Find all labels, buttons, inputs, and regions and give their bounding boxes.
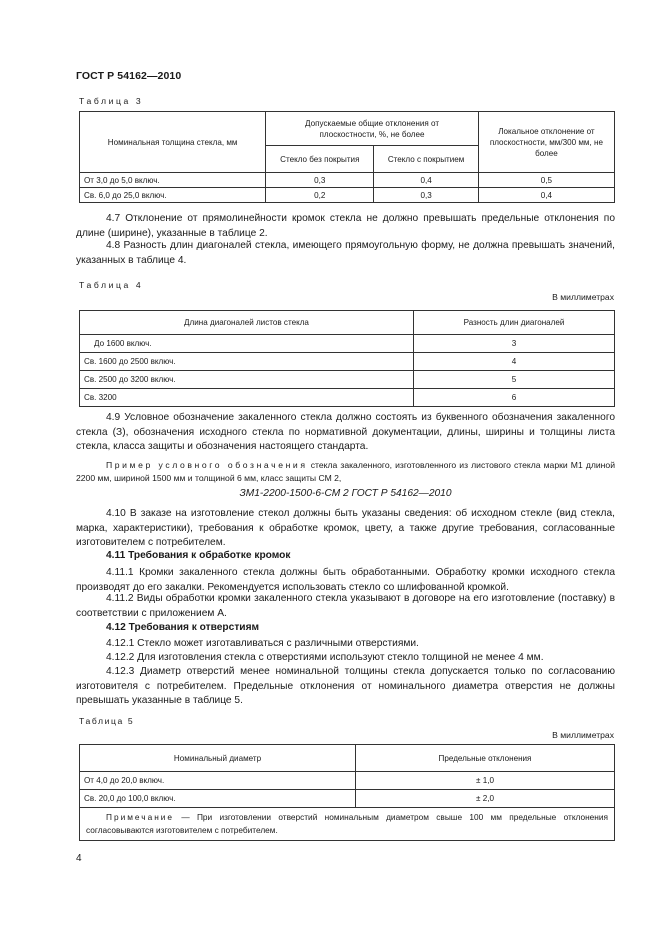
table3-header-flatness: Допускаемые общие отклонения от плоскостности, %, не более	[266, 112, 479, 146]
table5-units: В миллиметрах	[552, 730, 614, 740]
table-row	[80, 353, 615, 371]
table-row	[80, 371, 615, 389]
table3-header-coated: Стекло с покрытием	[374, 146, 479, 173]
table5-cell: Св. 20,0 до 100,0 включ.	[80, 790, 356, 808]
table-row	[80, 173, 615, 188]
table5-note-text: — При изготовлении отверстий номинальным диаметром свыше 100 мм предельные отклонения согласовываются изготовителем с потребителем.	[86, 812, 608, 835]
table4-units: В миллиметрах	[552, 292, 614, 302]
table4-cell: 4	[414, 353, 615, 371]
heading-4-11: 4.11 Требования к обработке кромок	[106, 550, 291, 561]
table3-cell: От 3,0 до 5,0 включ.	[80, 173, 266, 188]
paragraph-4-9: 4.9 Условное обозначение закаленного стекла должно состоять из буквенного обозначения закаленного стекла (З), обозначения исходного стекла по нормативной документации, длины, ширины и толщины листа стекла, класса защиты и обозначения настоящего стандарта.	[76, 412, 615, 452]
example-label: Пример условного обозначения	[106, 460, 308, 470]
table3-header-uncoated: Стекло без покрытия	[266, 146, 374, 173]
table4-caption: Таблица 4	[79, 280, 144, 290]
table4-cell: Св. 2500 до 3200 включ.	[80, 371, 414, 389]
paragraph-4-7: 4.7 Отклонение от прямолинейности кромок стекла не должно превышать предельные отклонения по длине (ширине), указанные в таблице 2.	[76, 213, 615, 239]
table5-header-diameter: Номинальный диаметр	[80, 745, 356, 772]
table4-cell: Св. 3200	[80, 389, 414, 407]
table4-cell: До 1600 включ.	[80, 335, 414, 353]
example-paragraph	[76, 459, 615, 485]
paragraph-4-8: 4.8 Разность длин диагоналей стекла, имеющего прямоугольную форму, не должна превышать значений, указанных в таблице 4.	[76, 240, 615, 266]
paragraph-4-12-3: 4.12.3 Диаметр отверстий менее номинальной толщины стекла допускается только по согласованию изготовителя с потребителем. Предельные отклонения от номинального диаметра отверстия не должны превышать указанные в таблице 5.	[76, 666, 615, 706]
paragraph-4-12-1: 4.12.1 Стекло может изготавливаться с различными отверстиями.	[106, 638, 419, 649]
table-row	[80, 389, 615, 407]
table4-cell: 6	[414, 389, 615, 407]
table5-caption: Таблица 5	[79, 716, 135, 726]
table4-header-difference: Разность длин диагоналей	[414, 311, 615, 335]
table3-cell: 0,3	[374, 188, 479, 203]
table4-cell: 3	[414, 335, 615, 353]
paragraph-4-11-1: 4.11.1 Кромки закаленного стекла должны быть обработанными. Обработку кромки исходного стекла производят до его закалки. Рекомендуется использовать стекло со шлифованной кромкой.	[76, 567, 615, 593]
table3	[79, 111, 615, 203]
table3-cell: 0,5	[478, 173, 614, 188]
table3-cell: 0,2	[266, 188, 374, 203]
table-row	[80, 790, 615, 808]
document-header: ГОСТ Р 54162—2010	[76, 70, 182, 82]
table3-caption: Таблица 3	[79, 96, 144, 106]
table-row	[80, 188, 615, 203]
table3-cell: Св. 6,0 до 25,0 включ.	[80, 188, 266, 203]
paragraph-4-11-2: 4.11.2 Виды обработки кромки закаленного стекла указывают в договоре на его изготовление (поставку) в соответствии с приложением А.	[76, 593, 615, 619]
table5	[79, 744, 615, 841]
table4-header-diagonal: Длина диагоналей листов стекла	[80, 311, 414, 335]
heading-4-12: 4.12 Требования к отверстиям	[106, 622, 260, 633]
table5-note	[80, 808, 615, 841]
table3-cell: 0,3	[266, 173, 374, 188]
table4-cell: 5	[414, 371, 615, 389]
table-row	[80, 772, 615, 790]
table3-header-local: Локальное отклонение от плоскостности, мм/300 мм, не более	[478, 112, 614, 173]
table3-cell: 0,4	[478, 188, 614, 203]
table5-header-deviation: Предельные отклонения	[356, 745, 615, 772]
table3-header-thickness: Номинальная толщина стекла, мм	[80, 112, 266, 173]
example-text: стекла закаленного, изготовленного из листового стекла марки М1 длиной 2200 мм, шириной 1500 мм и толщиной 6 мм, класс защиты СМ 2,	[76, 460, 615, 483]
table4-cell: Св. 1600 до 2500 включ.	[80, 353, 414, 371]
example-designation: ЗМ1-2200-1500-6-СМ 2 ГОСТ Р 54162—2010	[239, 488, 452, 499]
table5-cell: ± 2,0	[356, 790, 615, 808]
paragraph-4-10: 4.10 В заказе на изготовление стекол должны быть указаны сведения: об исходном стекле (вид стекла, марка, характеристики), требования к обработке кромок, цвету, а также другие требования, согласованные изготовителем с потребителем.	[76, 508, 615, 548]
table5-note-row	[80, 808, 615, 841]
page-number: 4	[76, 853, 82, 864]
table4	[79, 310, 615, 407]
table-row	[80, 335, 615, 353]
paragraph-4-12-2: 4.12.2 Для изготовления стекла с отверстиями используют стекло толщиной не менее 4 мм.	[106, 652, 544, 663]
table5-cell: ± 1,0	[356, 772, 615, 790]
table5-note-label: Примечание	[106, 812, 175, 822]
table5-cell: От 4,0 до 20,0 включ.	[80, 772, 356, 790]
table3-cell: 0,4	[374, 173, 479, 188]
